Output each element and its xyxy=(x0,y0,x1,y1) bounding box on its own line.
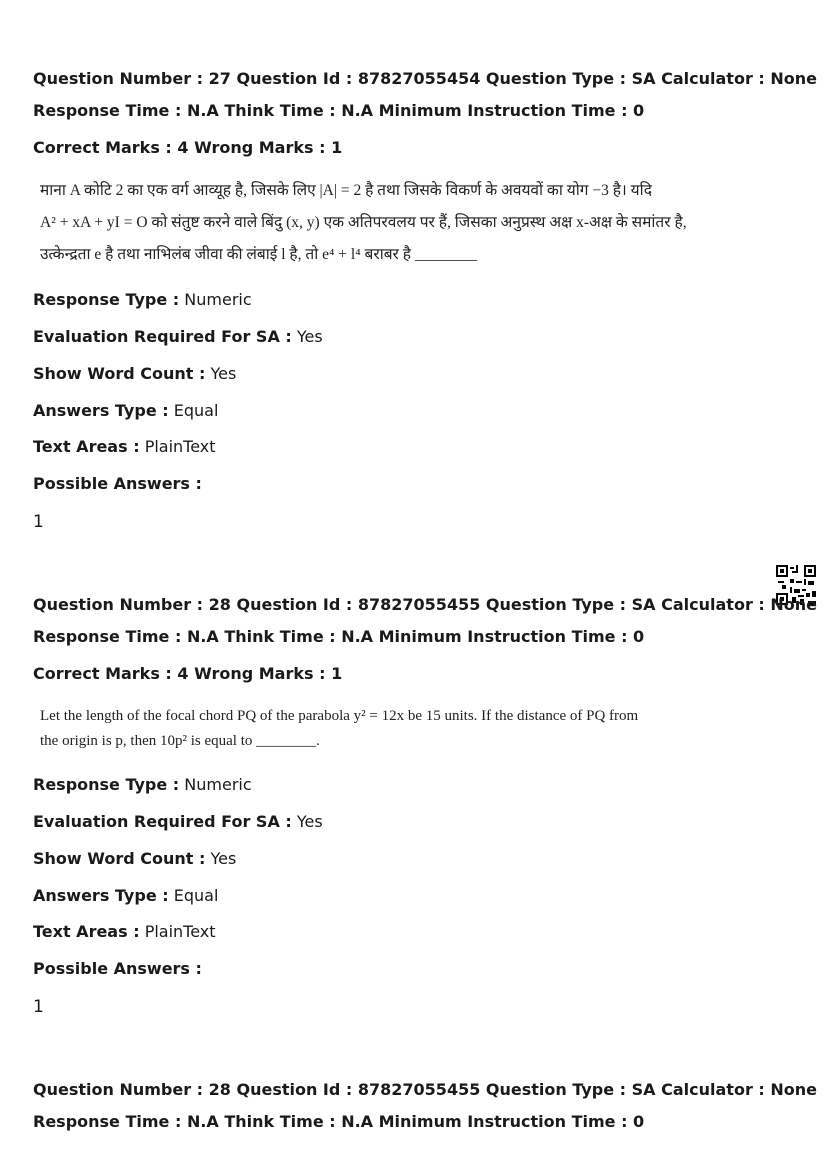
q28-marks: Correct Marks : 4 Wrong Marks : 1 xyxy=(33,664,343,683)
q28-eval xyxy=(33,812,323,832)
response-type-label: Response Type : xyxy=(33,775,180,794)
q27-possible-answer: 1 xyxy=(33,512,44,532)
eval-value: Yes xyxy=(296,327,323,346)
response-type-label: Response Type : xyxy=(33,290,180,309)
word-count-value: Yes xyxy=(210,364,237,383)
q28-timing: Response Time : N.A Think Time : N.A Minimum Instruction Time : 0 xyxy=(33,627,645,646)
q27-answers-type xyxy=(33,401,218,421)
answers-type-label: Answers Type : xyxy=(33,886,169,905)
q28b-timing: Response Time : N.A Think Time : N.A Minimum Instruction Time : 0 xyxy=(33,1112,645,1131)
eval-label: Evaluation Required For SA : xyxy=(33,812,292,831)
eval-label: Evaluation Required For SA : xyxy=(33,327,292,346)
eval-value: Yes xyxy=(296,812,323,831)
response-type-value: Numeric xyxy=(184,775,252,794)
q28-header: Question Number : 28 Question Id : 87827055455 Question Type : SA Calculator : None xyxy=(33,595,817,614)
q27-eval xyxy=(33,327,323,347)
q27-word-count xyxy=(33,364,236,384)
q28-response-type xyxy=(33,775,252,795)
q27-question-line-1: माना A कोटि 2 का एक वर्ग आव्यूह है, जिसके लिए |A| = 2 है तथा जिसके विकर्ण के अवयवों का योग −3 है। यदि xyxy=(40,182,652,199)
q27-marks: Correct Marks : 4 Wrong Marks : 1 xyxy=(33,138,343,157)
answers-type-value: Equal xyxy=(173,886,219,905)
q28-question-line-2: the origin is p, then 10p² is equal to ________. xyxy=(40,733,320,749)
q28b-header: Question Number : 28 Question Id : 87827055455 Question Type : SA Calculator : None xyxy=(33,1080,817,1099)
word-count-value: Yes xyxy=(210,849,237,868)
answers-type-label: Answers Type : xyxy=(33,401,169,420)
q28-word-count xyxy=(33,849,236,869)
q28-text-areas xyxy=(33,922,216,942)
q27-possible-label: Possible Answers : xyxy=(33,474,202,493)
response-type-value: Numeric xyxy=(184,290,252,309)
q27-question-line-3: उत्केन्द्रता e है तथा नाभिलंब जीवा की लंबाई l है, तो e⁴ + l⁴ बराबर है ________ xyxy=(40,246,477,263)
word-count-label: Show Word Count : xyxy=(33,364,206,383)
text-areas-label: Text Areas : xyxy=(33,922,140,941)
answers-type-value: Equal xyxy=(173,401,219,420)
q27-response-type xyxy=(33,290,252,310)
q27-text-areas xyxy=(33,437,216,457)
word-count-label: Show Word Count : xyxy=(33,849,206,868)
q28-possible-label: Possible Answers : xyxy=(33,959,202,978)
text-areas-label: Text Areas : xyxy=(33,437,140,456)
q27-question-line-2: A² + xA + yI = O को संतुष्ट करने वाले बिंदु (x, y) एक अतिपरवलय पर हैं, जिसका अनुप्रस्थ अक्ष x-अक्ष के समांतर है, xyxy=(40,214,687,231)
q28-answers-type xyxy=(33,886,218,906)
q28-question-line-1: Let the length of the focal chord PQ of the parabola y² = 12x be 15 units. If the distance of PQ from xyxy=(40,708,639,724)
q27-header: Question Number : 27 Question Id : 87827055454 Question Type : SA Calculator : None xyxy=(33,69,817,88)
q28-possible-answer: 1 xyxy=(33,997,44,1017)
text-areas-value: PlainText xyxy=(144,437,216,456)
q27-timing: Response Time : N.A Think Time : N.A Minimum Instruction Time : 0 xyxy=(33,101,645,120)
text-areas-value: PlainText xyxy=(144,922,216,941)
